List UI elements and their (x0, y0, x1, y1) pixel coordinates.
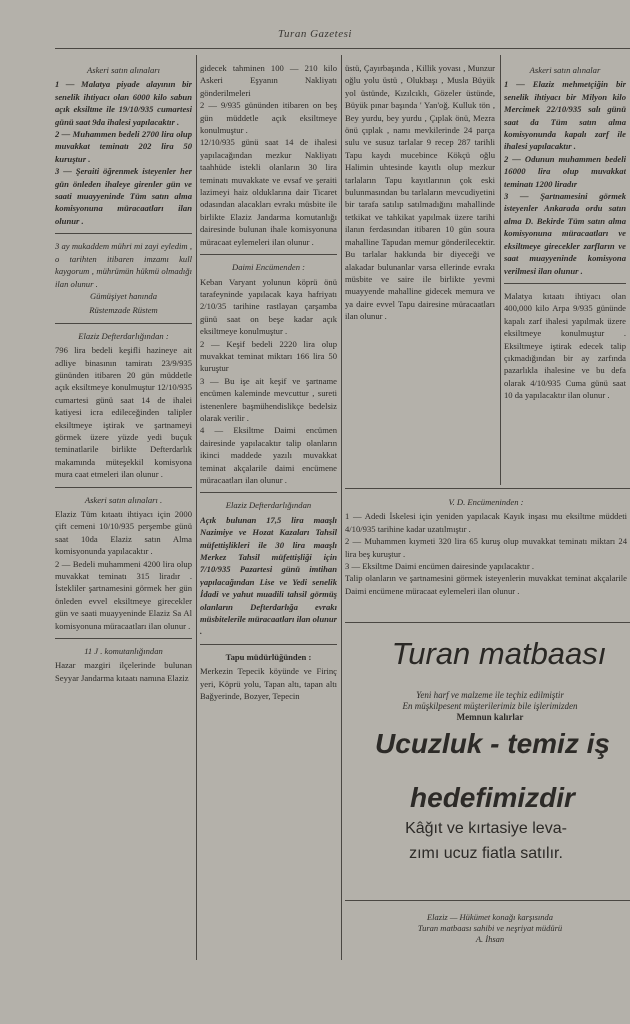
ad-paragraph: 2 — Muhammen bedeli 2700 lira olup muvakkat teminatı 202 lira 50 kuruştur . (55, 129, 192, 164)
ad-title: Elaziz Defterdarlığından : (78, 330, 169, 341)
ad-paragraph: Hazar mazgiri ilçelerinde bulunan Seyyar Jandarma kıtaatı namına Elaziz (55, 660, 192, 683)
advert-sub-line: En müşkilpesent müşterilerimiz bile işlerimizden (402, 701, 578, 711)
divider (55, 638, 192, 639)
advert-title: Turan matbaası (391, 636, 607, 671)
advert-line: Kâğıt ve kırtasiye leva- (405, 820, 567, 837)
ad-paragraph: 2 — Muhammen kıymeti 320 lira 65 kuruş olup muvakkat teminatı miktarı 24 lira beş kuruştur . (345, 536, 627, 559)
column-3 (345, 62, 495, 487)
ad-title: Askeri satın alınaları (86, 65, 161, 75)
ad-title: Daimi Encümenden : (231, 262, 306, 273)
ad-paragraph: Malatya kıtaatı ihtiyacı olan 400,000 kilo Arpa 9/935 gününde kapalı zarf ihalesi yapılmak üzere eksiltmeye konulmuştur . Eksiltmeye iştirak edecek talip çıkmadığından bir ay zarfında pazarlıkla ihalesine ve bu defa olarak 4/10/935 Cuma günü saat 10 da yapılacaktır ilan olunur . (504, 290, 626, 401)
column-rule (196, 55, 197, 960)
advert-sub-line: Yeni harf ve malzeme ile teçhiz edilmiştir (416, 690, 564, 700)
ad-paragraph: 2 — 9/935 gününden itibaren on beş gün müddetle açık eksiltmeye konulmuştur . (200, 100, 337, 136)
divider (55, 487, 192, 488)
ad-paragraph: 2 — Keşif bedeli 2220 lira olup muvakkat teminat miktarı 166 lira 50 kuruştur (200, 338, 337, 374)
divider (200, 254, 337, 255)
imprint-line: A. İhsan (475, 934, 505, 944)
column-2 (200, 62, 337, 957)
divider (55, 233, 192, 234)
ad-paragraph: Elaziz Tüm kıtaatı ihtiyacı için 2000 çift cemeni 10/10/935 perşembe günü saat 10da Elaziz satın Alma komisyonunda yapılacaktır . (55, 509, 192, 557)
ad-title: Askeri satın alınaları . (84, 494, 163, 505)
imprint-line: Turan matbaası sahibi ve neşriyat müdürü (417, 923, 563, 933)
ad-title: Elaziz Defterdarlığından (225, 500, 312, 511)
encumen-notice (345, 494, 627, 616)
divider (200, 492, 337, 493)
divider (55, 323, 192, 324)
column-rule (500, 55, 501, 485)
advert-rule-bottom (345, 900, 630, 901)
column-1 (55, 62, 192, 957)
ad-paragraph: 2 — Bedeli muhammeni 4200 lira olup muvakkat teminatı 315 liradır . İstekliler şartnamesini görmek her gün önleden evvel eksiltmeye girecekler gün ve saati muayyeninde Elaziz Sa Al komisyonuna müracaatları ilan olunur . (55, 558, 192, 631)
advert-slogan: Ucuzluk - temiz iş (375, 728, 610, 759)
ad-paragraph: 3 — Bu işe ait keşif ve şartname encümen kaleminde mevcuttur , sureti istenenlere başmühendislikçe bedelsiz olarak verilir . (200, 375, 337, 423)
imprint-line: Elaziz — Hükümet konağı karşısında (426, 912, 554, 922)
ad-paragraph: 4 — Eksiltme Daimi encümen dairesinde yapılacaktır talip olanların ikinci maddede yazılı muvakkat teminat akçalarile daimi encümene müracaatları ilan olunur . (200, 425, 337, 485)
page-header: Turan Gazetesi (278, 28, 352, 40)
header-rule (55, 48, 630, 49)
ad-title: Askeri satın alınalar (529, 65, 601, 75)
advert-sub-line: Memnun kalırlar (456, 712, 524, 722)
ad-title: V. D. Encümeninden : (448, 497, 524, 507)
ad-paragraph: 3 — Şartnamesini görmek isteyenler Ankarada ordu satın alma D. Bekirde Tüm satın alma komisyonuna müracaatları ve eksiltmeye girecekler zarfların ve saat muayyeninde komisyona verilmesi ilan olunur . (504, 191, 626, 276)
ad-paragraph: 3 — Eksiltme Daimi encümen dairesinde yapılacaktır . (345, 561, 535, 572)
notice-signature: Rüstemzade Rüstem (89, 305, 158, 316)
notice-paragraph: 3 ay mukaddem mühri mi zayi eyledim , o tarihten itibaren imzamı kull kaygorum , mührümün hükmü olmadığı ilan olunur . (55, 241, 192, 289)
divider (504, 283, 626, 284)
ad-paragraph: Keban Varyant yolunun köprü önü tarafeyninde yapılacak kaya hafriyatı 2/10/35 tarihine rastlayan çarşamba günü saat on beşe kadar açık eksiltmeye konulmuştur . (200, 276, 337, 337)
advert-subtitle (350, 690, 630, 723)
ad-paragraph: 3 — Şeraiti öğrenmek isteyenler her gün önleden ihaleye girenler gün ve saati muayyeninde Tüm satın alma komisyonuna müracaatları ilan olunur . (55, 166, 192, 226)
column-4 (504, 62, 626, 487)
advert-slogan: hedefimizdir (410, 782, 575, 813)
advert-rule-top (345, 622, 630, 623)
ad-paragraph: üstü, Çayırbaşında , Killik yovası , Munzur oğlu yolu üstü , Olukbaşı , Musla Büyük yol üstünde, Kızılcıklı, Gözeler üstünde, Büyük pınar başında ' Yan'oğ. Kulluk tön , Bey yurdu, bey yurdu , Çıplak önü, Mezra önü çıplak , namı mevkilerinde 24 parça sulu ve susuz tarlalar 9 recep 287 tarihli Tapu kaydı mucebince Kökçü oğlu Halimin uhtesinde kayıtlı olup mezkur tarlaların Tapu kayıtlarının çok eski bulunmasından bu tarlaların mevcudiyetini bir tarafa satılıp satılmadığını mahallinde tetkikat ve tahkikat yapılmak üzere tarihi ilanın ferdasından itibaren 10 gün soura mahalline Tapudan memur gönderilecektir. Bu tarlalar hakkında bir diyeceği ve alakadar bulunanlar varsa ellerinde evrakı müsbite ve saire ile birlikte yevmi muayyende mahalline gidecek memura ve ya daire evvel Tapu dairesine müracaatları ilan olunur . (345, 63, 495, 322)
imprint (350, 912, 630, 945)
notice-signature: Gümüşiyet hanında (89, 290, 158, 301)
ad-paragraph: 12/10/935 günü saat 14 de ihalesi yapılacağından mezkur Nakliyatı taahhüde istekli olanların 30 lira teminatı muvakkate ve evsaf ve şeraiti lazimeyi haiz olduklarına dair Ticaret odasından alacakları evrakı müsbite ile birlikte Elaziz Jandarma komutanlığı dairesinde bulunan ihale komisyonuna müracaat eylemeleri ilan olunur . (200, 137, 337, 247)
ad-paragraph: 1 — Malatya piyade alayının bir senelik ihtiyacı olan 6000 kilo sabun açık eksiltme ile 19/10/935 cumartesi günü saat 9da ihalesi yapılacaktır . (55, 79, 192, 127)
ad-paragraph: 1 — Elaziz mehmetçiğin bir senelik ihtiyacı bir Milyon kilo Mercimek 22/10/935 salı günü saat da Tüm satın alma komisyonunda kapalı zarf ile ihalesi yapılacaktır . (504, 79, 626, 152)
ad-paragraph: Merkezin Tepecik köyünde ve Firinç yeri, Köprü yolu, Tapan altı, tapan altı Bağyerinde, Bozyer, Tepecin (200, 666, 337, 702)
ad-title: Tapu müdürlüğünden : (225, 651, 312, 662)
advert-line: zımı ucuz fiatla satılır. (409, 845, 563, 862)
ad-paragraph: gidecek tahminen 100 — 210 kilo Askeri Eşyanın Nakliyatı gönderilmeleri (200, 63, 337, 98)
ad-title: 11 J . komutanlığından (84, 646, 163, 657)
ad-paragraph: Talip olanların ve şartnamesini görmek isteyenlerin muvakkat teminat akçalarile Daimi encümene müracaat eylemeleri ilan olunur . (345, 573, 627, 596)
ad-paragraph: Açık bulunan 17,5 lira maaşlı Nazimiye ve Hozat Kazaları Tahsil müfettişlikleri ile 30 lira maaşlı Merkez Tahsil müfettişliği için 7/10/935 Pazartesi günü imtihan yapılacağından Lise ve Yedi senelik İdadi ve yahut muadili tahsil görmüş olanların Defterdarlığa evrakı müsbitelerile müracaatları ilan olunur . (200, 514, 337, 637)
ad-paragraph: 1 — Adedi İskelesi için yeniden yapılacak Kayık inşası mu eksiltme müddeti 4/10/935 tarihine kadar uzatılmıştır . (345, 511, 627, 534)
divider (200, 644, 337, 645)
divider (345, 488, 630, 489)
ad-paragraph: 796 lira bedeli keşifli hazineye ait adliye binasının tamiratı 23/9/935 gününden itibaren 20 gün müddetle açık eksiltmeye konulmuştur 12/10/935 cumartesi günü saat 14 de ihalei katiyesi icra edileceğinden talipler eksiltmeye iştirak ve şartnameyi görmek üzere yüzde yedi buçuk teminatlarile birlikte Defterdarlık makamında müteşekkil komisyona mura caat etmeleri ilan olunur . (55, 345, 192, 480)
ad-paragraph: 2 — Odunun muhammen bedeli 16000 lira olup muvakkat teminatı 1200 liradır (504, 153, 626, 189)
